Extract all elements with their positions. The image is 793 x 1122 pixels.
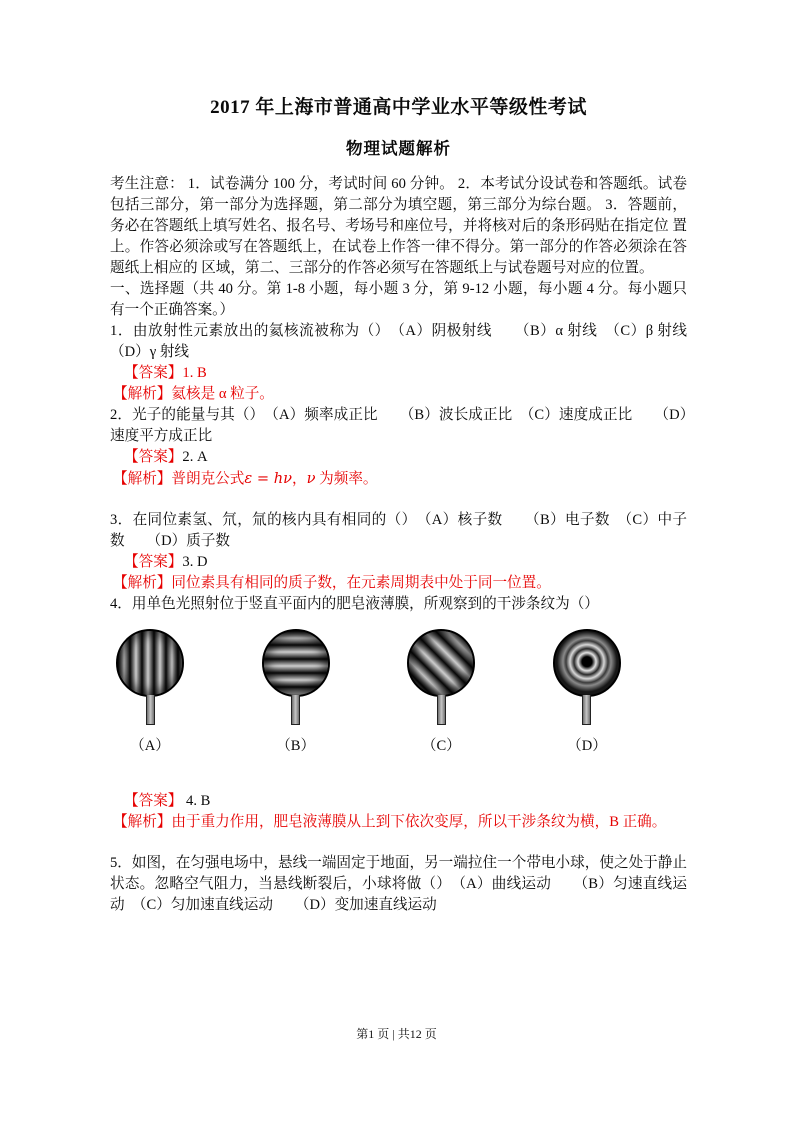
question-2-answer-value: 2. A: [182, 449, 208, 466]
analysis-label: 【解析】: [113, 471, 172, 488]
question-2-analysis-post: 为频率。: [319, 471, 378, 488]
question-2-analysis-pre: 普朗克公式: [171, 471, 245, 488]
answer-label: 【答案】: [124, 449, 183, 466]
question-1-analysis-line: [110, 384, 687, 405]
answer-label: 【答案】: [124, 365, 183, 382]
bubble-wand-c: [407, 629, 475, 757]
analysis-label: 【解析】: [113, 814, 172, 831]
bubble-wand-a: [116, 629, 184, 757]
question-4-answer-value: 4. B: [182, 793, 211, 810]
nu-symbol: ν: [306, 470, 316, 488]
question-3-analysis-text: 同位素具有相同的质子数，在元素周期表中处于同一位置。: [171, 575, 551, 592]
figure-label-c: （C）: [421, 738, 461, 755]
question-4-answer-line: [110, 791, 687, 812]
question-1-answer-value: 1. B: [182, 365, 207, 382]
question-3-text: 3．在同位素氢、氘，氚的核内具有相同的（） （A）核子数 （B）电子数 （C）中子数 （D）质子数: [110, 512, 687, 550]
bubble-wand-b: [262, 629, 330, 757]
diagonal-stripes-pattern-icon: [407, 629, 475, 697]
analysis-label: 【解析】: [113, 386, 172, 403]
page-title: 2017 年上海市普通高中学业水平等级性考试: [210, 97, 587, 118]
figure-label-b: （B）: [276, 738, 316, 755]
spacer: [110, 490, 687, 510]
question-3-answer-line: [110, 552, 687, 573]
question-2-analysis-mid: ，: [291, 471, 307, 488]
question-1-answer-line: [110, 363, 687, 384]
question-1-text: 1．由放射性元素放出的氦核流被称为（） （A）阴极射线 （B）α 射线 （C）β 射线 （D）γ 射线: [110, 323, 717, 361]
soap-film-interference-figure: [116, 629, 621, 757]
page-subtitle: 物理试题解析: [346, 139, 451, 159]
figure-label-a: （A）: [130, 738, 170, 755]
candidate-notice: 考生注意： 1．试卷满分 100 分，考试时间 60 分钟。 2．本考试分设试卷和答题纸。试卷包括三部分，第一部分为选择题，第二部分为填空题，第三部分为综台题。 3．答题前，务必在答题纸上填写姓名、报名号、考场号和座位号，并将核对后的条形码贴在指定位 置上。作答必须涂或写在答题纸上，在试卷上作答一律不得分。第一部分的作答必须涂在答题纸上相应的 区域，第二、三部分的作答必须写在答题纸上与试卷题号对应的位置。: [110, 176, 687, 277]
question-4-analysis-line: [110, 812, 687, 833]
planck-formula: ε = hν: [244, 470, 292, 488]
question-2-text: 2．光子的能量与其（） （A）频率成正比 （B）波长成正比 （C）速度成正比 （D）速度平方成正比: [110, 407, 687, 445]
section-1-header: 一、选择题（共 40 分。第 1-8 小题，每小题 3 分，第 9-12 小题，每小题 4 分。每小题只有一个正确答案。）: [110, 281, 687, 319]
vertical-stripes-pattern-icon: [116, 629, 184, 697]
horizontal-stripes-pattern-icon: [262, 629, 330, 697]
page-number-footer: 第1 页 | 共12 页: [356, 1027, 437, 1041]
wand-handle: [146, 695, 155, 725]
wand-handle: [291, 695, 300, 725]
question-1-analysis-text: 氦核是 α 粒子。: [171, 386, 274, 403]
question-4-text: 4．用单色光照射位于竖直平面内的肥皂液薄膜，所观察到的干涉条纹为（）: [110, 596, 599, 613]
spacer: [110, 833, 687, 853]
answer-label: 【答案】: [124, 554, 183, 571]
question-4-analysis-text: 由于重力作用，肥皂液薄膜从上到下依次变厚，所以干涉条纹为横，B 正确。: [171, 814, 667, 831]
analysis-label: 【解析】: [113, 575, 172, 592]
question-3-analysis-line: [110, 573, 687, 594]
figure-label-d: （D）: [567, 738, 607, 755]
question-2-answer-line: [110, 447, 687, 468]
question-2-analysis-line: [110, 468, 687, 490]
answer-label: 【答案】: [124, 793, 183, 810]
wand-handle: [437, 695, 446, 725]
concentric-rings-pattern-icon: [553, 629, 621, 697]
question-5-text: 5．如图，在匀强电场中，悬线一端固定于地面，另一端拉住一个带电小球，使之处于静止状态。忽略空气阻力，当悬线断裂后，小球将做（） （A）曲线运动 （B）匀速直线运动 （C）匀加速直线运动 （D）变加速直线运动: [110, 855, 687, 914]
wand-handle: [582, 695, 591, 725]
bubble-wand-d: [553, 629, 621, 757]
question-3-answer-value: 3. D: [182, 554, 208, 571]
